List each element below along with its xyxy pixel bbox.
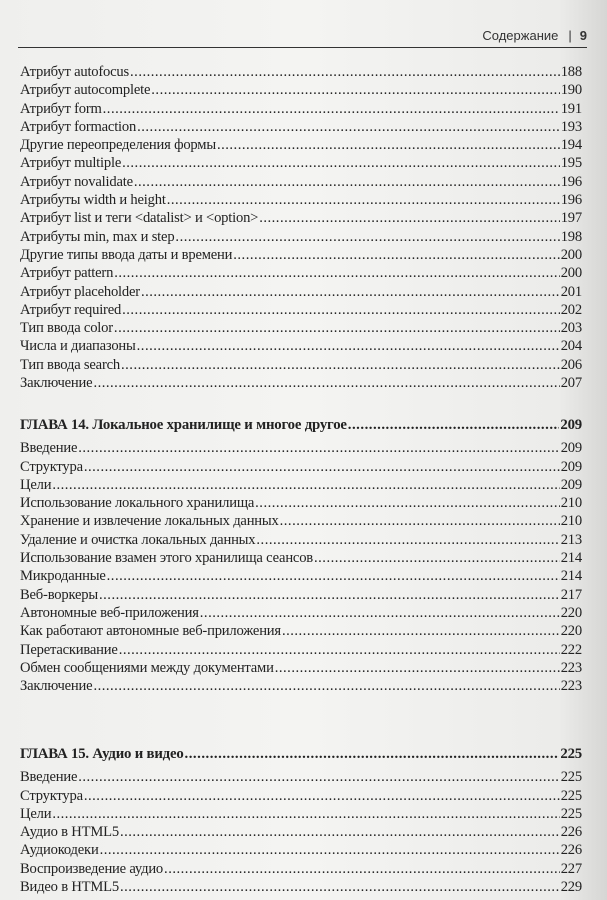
toc-entry-page: 225 [560,769,582,786]
toc-entry-page: 202 [560,301,582,318]
dot-leader [103,100,560,118]
toc-entry-page: 213 [560,531,582,548]
toc-entry[interactable] [20,476,582,494]
toc-entry[interactable] [20,567,582,585]
toc-entry-title: Атрибут multiple [20,155,122,172]
toc-entry-page: 207 [560,375,582,392]
toc-entry[interactable] [20,173,582,191]
dot-leader [114,264,560,282]
toc-entry-title: Заключение [20,678,93,695]
toc-entry[interactable] [20,860,582,878]
toc-entry-title: Веб-воркеры [20,586,98,603]
dot-leader [280,512,560,530]
dot-leader [84,458,560,476]
toc-entry-page: 227 [560,860,582,877]
dot-leader [130,63,560,81]
toc-entry-title: Автономные веб-приложения [20,604,199,621]
toc-entry-title: Как работают автономные веб-приложения [20,623,281,640]
toc-entry[interactable] [20,805,582,823]
dot-leader [99,586,560,604]
toc-entry-title: Атрибут novalidate [20,173,133,190]
toc-entry-page: 220 [560,623,582,640]
dot-leader [282,622,560,640]
toc-entry[interactable] [20,659,582,677]
toc-entry-title: Удаление и очистка локальных данных [20,531,256,548]
toc-entry-page: 190 [560,82,582,99]
toc-entry-title: Атрибуты min, max и step [20,228,175,245]
toc-chapter-heading[interactable] [20,745,582,763]
dot-leader [259,209,560,227]
dot-leader [120,878,560,896]
toc-entry-page: 209 [560,458,582,475]
toc-entry[interactable] [20,586,582,604]
dot-leader [314,549,560,567]
toc-entry-page: 200 [560,265,582,282]
toc-entry-page: 209 [560,417,582,433]
toc-entry[interactable] [20,191,582,209]
toc-entry-title: Тип ввода search [20,356,120,373]
dot-leader [233,246,559,264]
toc-entry[interactable] [20,136,582,154]
dot-leader [151,81,559,99]
running-header [18,28,587,48]
toc-entry[interactable] [20,356,582,374]
toc-entry-title: Атрибут autocomplete [20,82,151,99]
toc-entry[interactable] [20,531,582,549]
toc-entry-page: 223 [560,678,582,695]
toc-entry-page: 222 [560,641,582,658]
toc-entry[interactable] [20,209,582,227]
toc-entry[interactable] [20,641,582,659]
toc-entry-page: 191 [560,100,582,117]
toc-entry-page: 209 [560,476,582,493]
toc-entry-page: 226 [560,842,582,859]
toc-entry-title: Использование взамен этого хранилища сеансов [20,550,313,567]
toc-entry-title: ГЛАВА 14. Локальное хранилище и многое другое [20,417,347,433]
toc-entry[interactable] [20,100,582,118]
dot-leader [93,374,559,392]
toc-entry-title: Заключение [20,375,93,392]
toc-entry-title: Атрибут autofocus [20,64,130,80]
toc-entry[interactable] [20,374,582,392]
toc-entry[interactable] [20,549,582,567]
dot-leader [78,768,559,786]
toc-entry-page: 201 [560,283,582,300]
toc-entry[interactable] [20,337,582,355]
toc-entry-title: Другие типы ввода даты и времени [20,246,233,263]
toc-entry-page: 206 [560,356,582,373]
toc-entry-page: 225 [560,805,582,822]
dot-leader [121,356,560,374]
toc-entry-page: 196 [560,173,582,190]
toc-entry-title: Атрибут formaction [20,118,137,135]
dot-leader [255,494,560,512]
toc-entry-page: 203 [560,320,582,337]
toc-entry[interactable] [20,319,582,337]
toc-entry-title: Атрибут form [20,100,102,117]
toc-entry-title: Введение [20,440,78,457]
toc-entry-page: 229 [560,879,582,896]
dot-leader [122,154,560,172]
toc-entry-page: 217 [560,586,582,603]
dot-leader [200,604,560,622]
toc-entry-page: 220 [560,604,582,621]
toc-entry-page: 225 [560,787,582,804]
toc-entry-title: Микроданные [20,568,106,585]
dot-leader [164,860,560,878]
toc-entry[interactable] [20,246,582,264]
toc-entry-title: Перетаскивание [20,641,118,658]
dot-leader [107,567,560,585]
toc-entry-page: 193 [560,118,582,135]
dot-leader [348,416,560,434]
toc-entry[interactable] [20,63,582,81]
toc-entry[interactable] [20,622,582,640]
dot-leader [137,337,560,355]
toc-entry-title: Атрибут pattern [20,265,114,282]
toc-section-chapter-13-continued [20,63,582,392]
toc-entry-title: Атрибуты width и height [20,192,166,209]
toc-entry-title: Хранение и извлечение локальных данных [20,513,279,530]
toc-entry-title: Обмен сообщениями между документами [20,659,274,676]
dot-leader [52,476,559,494]
toc-entry-page: 188 [560,64,582,80]
toc-entry-page: 209 [560,440,582,457]
toc-entry-title: Видео в HTML5 [20,879,119,896]
toc-entry-title: Использование локального хранилища [20,495,255,512]
toc-entry[interactable] [20,81,582,99]
dot-leader [52,805,559,823]
dot-leader [100,841,560,859]
dot-leader [175,228,559,246]
toc-entry-title: Цели [20,805,52,822]
toc-entry[interactable] [20,154,582,172]
toc-entry-title: Атрибут list и теги <datalist> и <option> [20,210,259,227]
dot-leader [256,531,559,549]
toc-entry-title: Воспроизведение аудио [20,860,164,877]
toc-entry-title: Атрибут placeholder [20,283,140,300]
toc-entry[interactable] [20,494,582,512]
header-title: Содержание [482,28,559,43]
toc-entry[interactable] [20,283,582,301]
dot-leader [137,118,560,136]
toc-entry[interactable] [20,228,582,246]
toc-entry-page: 197 [560,210,582,227]
toc-entry-page: 210 [560,495,582,512]
toc-entry-page: 195 [560,155,582,172]
toc-entry-page: 225 [560,746,582,762]
dot-leader [120,823,560,841]
toc-entry[interactable] [20,439,582,457]
toc-entry-page: 214 [560,568,582,585]
toc-entry[interactable] [20,458,582,476]
toc-entry[interactable] [20,264,582,282]
toc-entry[interactable] [20,841,582,859]
toc-chapter-heading[interactable] [20,416,582,434]
toc-entry-title: Введение [20,769,78,786]
toc-entry[interactable] [20,823,582,841]
toc-entry-title: Аудио в HTML5 [20,824,119,841]
toc-entry-title: Тип ввода color [20,320,113,337]
toc-entry-page: 196 [560,192,582,209]
toc-section-chapter-14 [20,416,582,695]
dot-leader [134,173,560,191]
dot-leader [122,301,560,319]
dot-leader [78,439,559,457]
toc-entry-title: Структура [20,787,83,804]
toc-entry[interactable] [20,604,582,622]
toc-entry-title: Структура [20,458,83,475]
toc-entry-title: Числа и диапазоны [20,338,136,355]
toc-entry-title: ГЛАВА 15. Аудио и видео [20,746,184,762]
toc-entry-page: 200 [560,246,582,263]
dot-leader [119,641,560,659]
toc-entry[interactable] [20,301,582,319]
toc-entry-title: Атрибут required [20,301,122,318]
dot-leader [275,659,560,677]
dot-leader [93,677,559,695]
toc-entry[interactable] [20,878,582,896]
toc-entry[interactable] [20,118,582,136]
toc-section-chapter-15 [20,745,582,896]
dot-leader [114,319,560,337]
page-number: 9 [579,28,587,43]
toc-entry-page: 194 [560,137,582,154]
dot-leader [167,191,560,209]
dot-leader [84,787,560,805]
dot-leader [217,136,560,154]
toc-entry[interactable] [20,768,582,786]
toc-entry-page: 198 [560,228,582,245]
toc-entry[interactable] [20,677,582,695]
dot-leader [141,283,560,301]
toc-entry-page: 204 [560,338,582,355]
toc-entry-page: 223 [560,659,582,676]
header-separator: | [568,28,572,43]
toc-entry[interactable] [20,787,582,805]
toc-entry-page: 226 [560,824,582,841]
toc-entry-page: 210 [560,513,582,530]
toc-entry-title: Цели [20,476,52,493]
dot-leader [185,745,560,763]
toc-entry-page: 214 [560,550,582,567]
toc-entry-title: Аудиокодеки [20,842,99,859]
toc-entry-title: Другие переопределения формы [20,137,216,154]
toc-entry[interactable] [20,512,582,530]
